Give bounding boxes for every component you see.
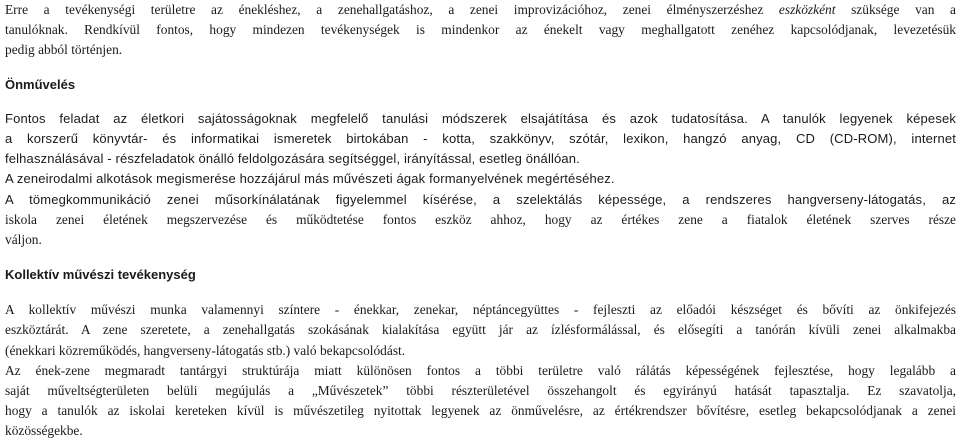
intro-line-2: tanulóknak. Rendkívül fontos, hogy mindezen tevékenységek is mindenkor az énekelt vagy meghallgatott zenéhez kapcsolódjanak, levezetésük <box>5 22 956 38</box>
intro-line-1 <box>5 0 956 20</box>
intro-line-3: pedig abból történjen. <box>5 42 123 58</box>
section1-line-6: iskola zenei életének megszervezése és működtetése fontos eszköz ahhoz, hogy az értékes zene a fiatalok életének szerves része <box>5 211 956 227</box>
section2-line-1: A kollektív művészi munka valamennyi színtere - énekkar, zenekar, néptáncegyüttes - fejleszti az előadói készséget és bővíti az önkifejezés <box>5 302 956 318</box>
section-heading-onmuveles: Önművelés <box>5 76 76 92</box>
section1-line-2: a korszerű könyvtár- és informatikai ismeretek birtokában - kotta, szakkönyv, szótár, lexikon, hangzó anyag, CD (CD-ROM), internet <box>5 130 956 146</box>
section2-line-7: közösségekbe. <box>5 423 83 439</box>
section1-line-1: Fontos feladat az életkori sajátosságoknak megfelelő tanulási módszerek elsajátítása és azok tudatosítása. A tanulók legyenek képesek <box>5 110 956 126</box>
intro-line-1-tail: szüksége van a <box>835 2 956 17</box>
section2-line-5: saját műveltségterületen belüli megújulás a „Művészetek” többi részterületével összehangolt és egyirányú hatását tapasztalja. Ez szavatolja, <box>5 383 956 399</box>
intro-line-1-emphasis: eszközként <box>778 2 836 17</box>
section1-line-3: felhasználásával - részfeladatok önálló feldolgozására segítséggel, irányítással, esetleg önállóan. <box>5 151 580 167</box>
section1-line-7: váljon. <box>5 231 42 247</box>
section2-line-2: eszköztárát. A zene szeretete, a zenehallgatás szokásának kialakítása együtt jár az ízlésformálással, és elősegíti a tanórán kívüli zenei alkalmakba <box>5 322 956 338</box>
section2-line-6: hogy a tanulók az iskolai kereteken kívül is művészetileg nyitottak legyenek az önművelésre, az értékrendszer bővítésre, esetleg bekapcsolódjanak a zenei <box>5 403 956 419</box>
section-heading-kollektiv: Kollektív művészi tevékenység <box>5 267 196 283</box>
intro-line-1-text: Erre a tevékenységi területre az énekléshez, a zenehallgatáshoz, a zenei improvizációhoz, zenei élményszerzéshez <box>5 2 779 17</box>
document-page <box>5 0 956 442</box>
section2-line-3: (énekkari közreműködés, hangverseny-látogatás stb.) való bekapcsolódást. <box>5 342 406 358</box>
section1-line-5: A tömegkommunikáció zenei műsorkínálatának figyelemmel kísérése, a szelektálás képessége, a rendszeres hangverseny-látogatás, az <box>5 191 956 207</box>
section2-line-4: Az ének-zene megmaradt tantárgyi struktúrája miatt különösen fontos a többi területre való rálátás képességének fejlesztése, hogy legalább a <box>5 362 956 378</box>
section1-line-4: A zeneirodalmi alkotások megismerése hozzájárul más művészeti ágak formanyelvének megértéséhez. <box>5 171 615 187</box>
